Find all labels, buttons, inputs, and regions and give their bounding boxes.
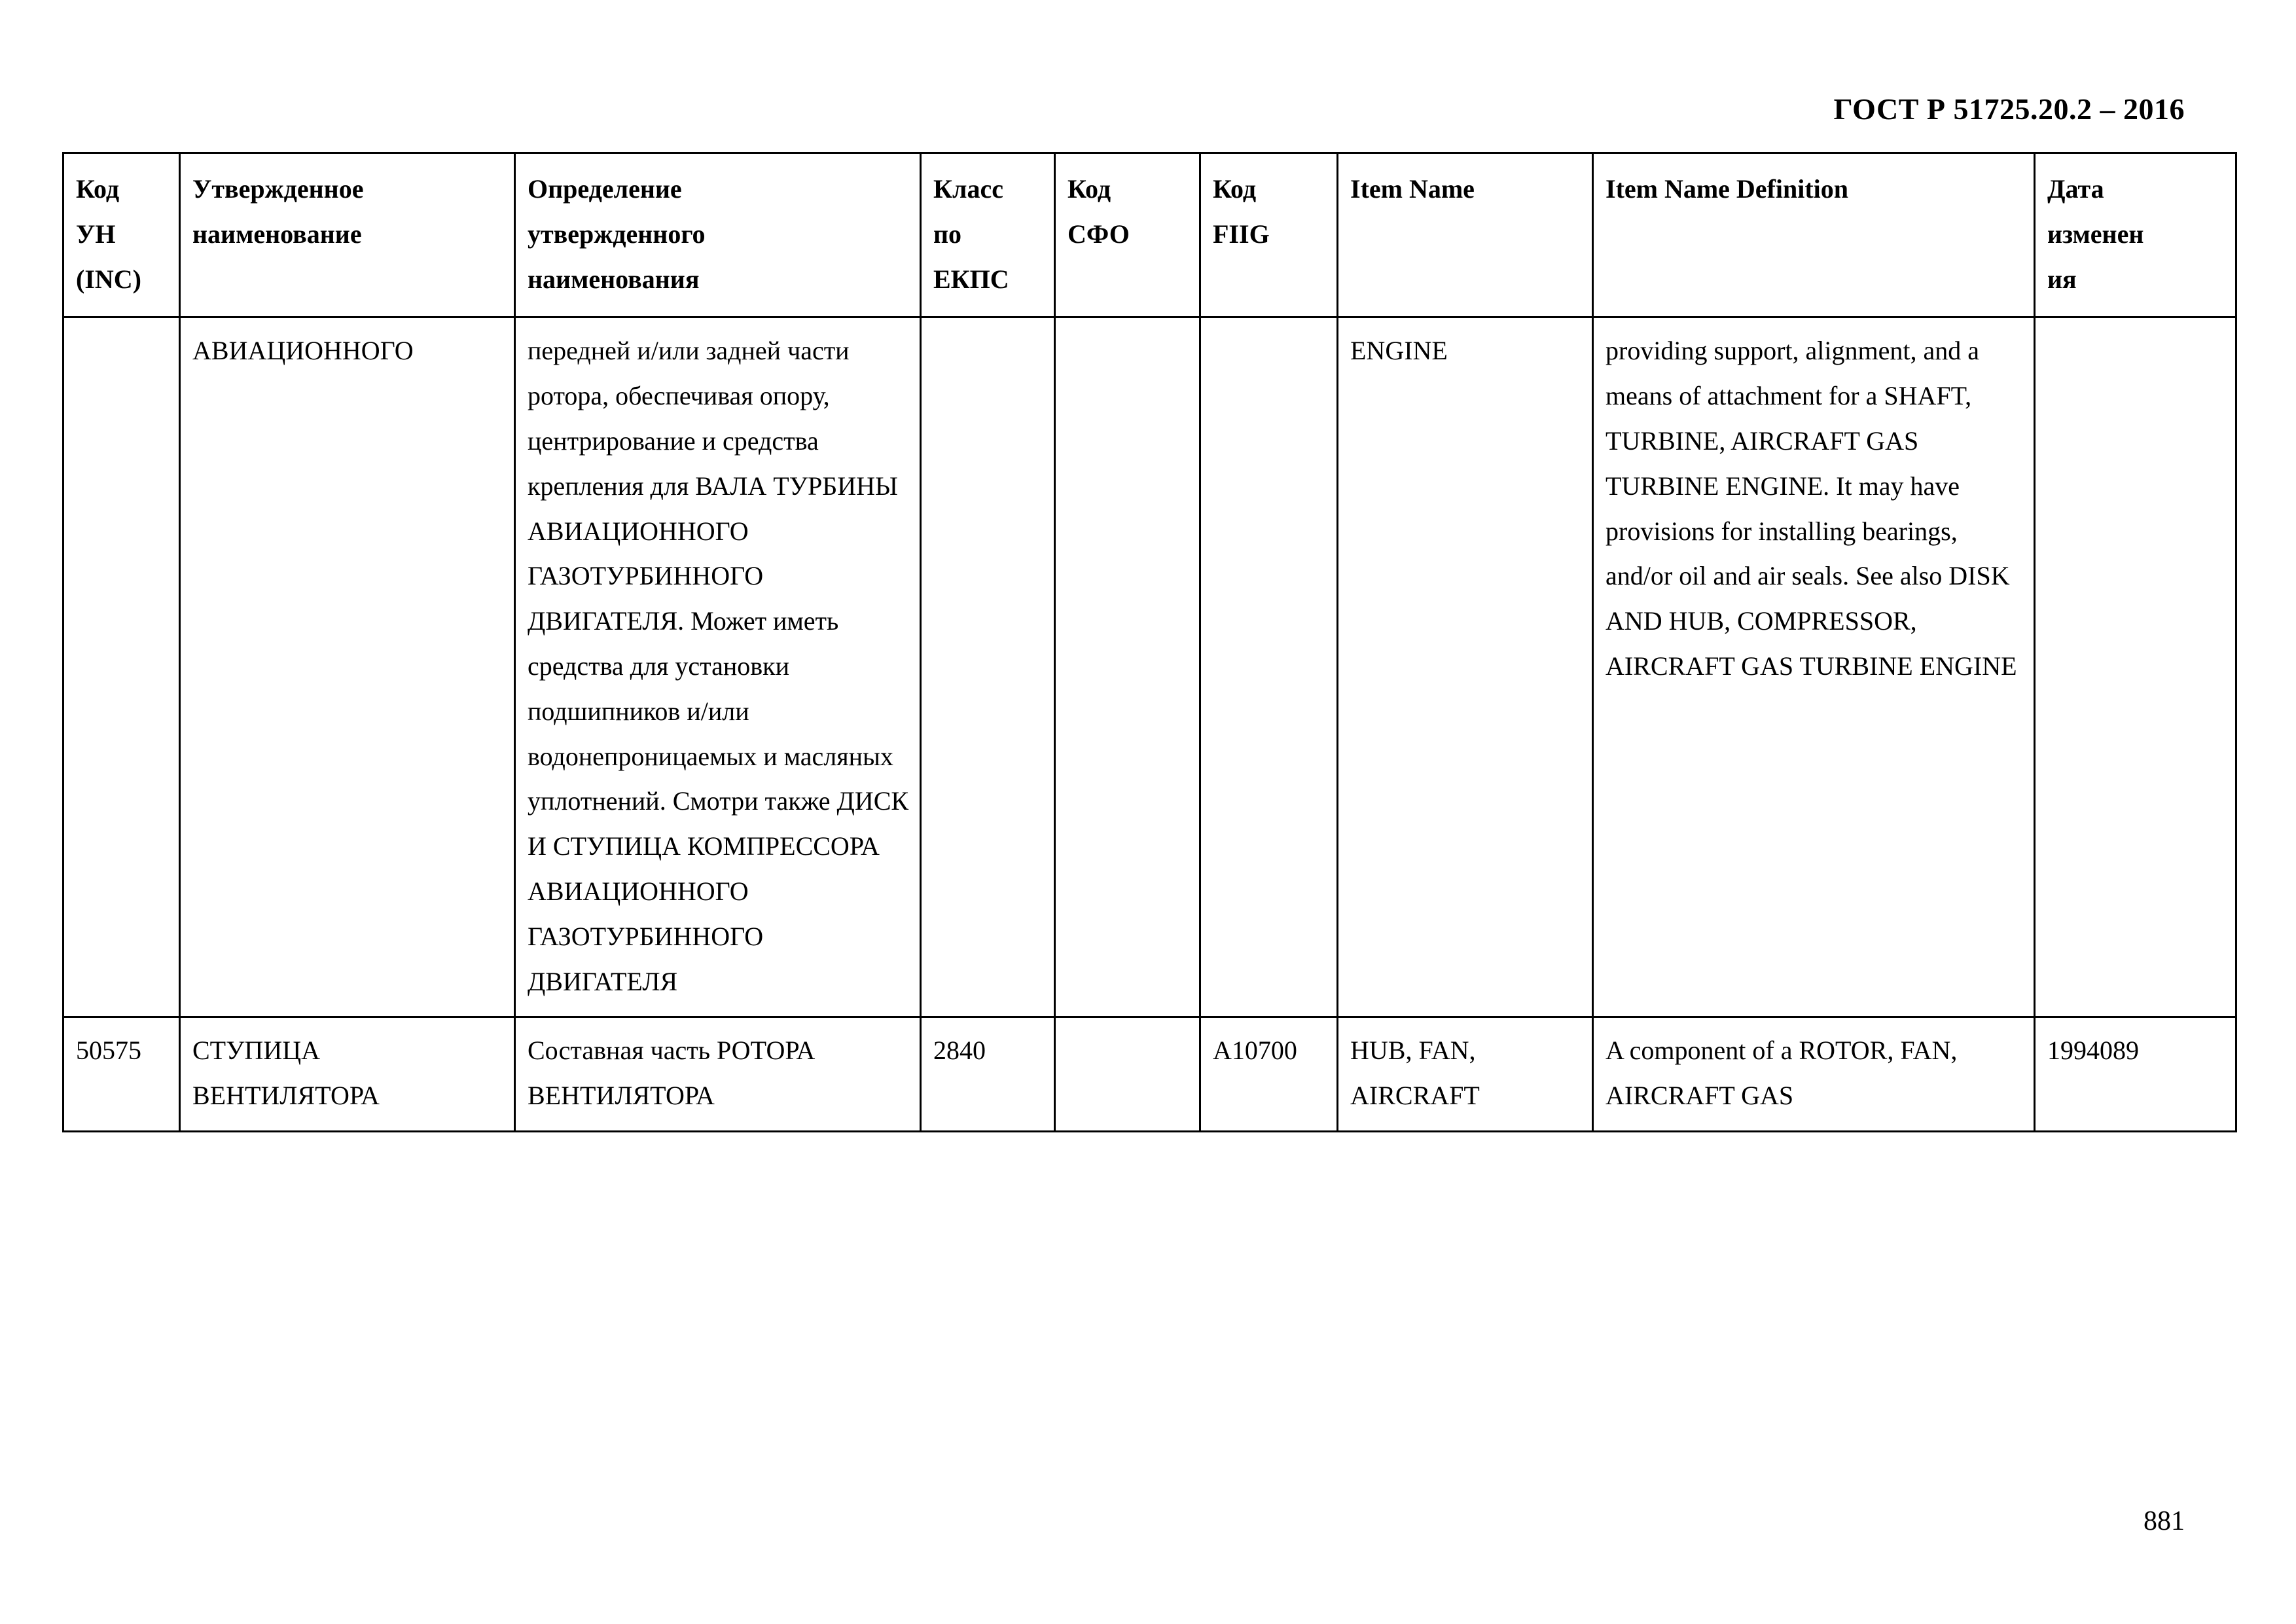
column-header-definition-line-3: наименования [528, 264, 700, 294]
table-row [63, 317, 2236, 1017]
column-header-inc-line-1: Код [76, 174, 120, 204]
column-header-inc-line-2: УН [76, 219, 116, 249]
column-header-ekps [921, 153, 1055, 317]
cell-fiig: A10700 [1200, 1017, 1338, 1132]
cell-item-name-definition: providing support, alignment, and a means of attachment for a SHAFT, TURBINE, AIRCRAFT GAS TURBINE ENGINE. It may have provisions for installing bearings, and/or oil and air seals. See also DISK AND HUB, COMPRESSOR, AIRCRAFT GAS TURBINE ENGINE [1593, 317, 2035, 1017]
cell-definition: Составная часть РОТОРА ВЕНТИЛЯТОРА [515, 1017, 921, 1132]
cell-ekps: 2840 [921, 1017, 1055, 1132]
column-header-definition-line-1: Определение [528, 174, 682, 204]
cell-approved-name: СТУПИЦА ВЕНТИЛЯТОРА [180, 1017, 515, 1132]
column-header-definition [515, 153, 921, 317]
cell-sfo [1055, 317, 1200, 1017]
cell-sfo [1055, 1017, 1200, 1132]
cell-change-date: 1994089 [2035, 1017, 2236, 1132]
column-header-change-date-line-3: ия [2047, 264, 2077, 294]
cell-inc: 50575 [63, 1017, 180, 1132]
column-header-fiig-line-2: FIIG [1213, 219, 1270, 249]
column-header-change-date-line-2: изменен [2047, 219, 2144, 249]
column-header-ekps-line-3: ЕКПС [933, 264, 1009, 294]
cell-definition: передней и/или задней части ротора, обеспечивая опору, центрирование и средства крепления для ВАЛА ТУРБИНЫ АВИАЦИОННОГО ГАЗОТУРБИННОГО ДВИГАТЕЛЯ. Может иметь средства для установки подшипников и/или водонепроницаемых и масляных уплотнений. Смотри также ДИСК И СТУПИЦА КОМПРЕССОРА АВИАЦИОННОГО ГАЗОТУРБИННОГО ДВИГАТЕЛЯ [515, 317, 921, 1017]
column-header-fiig-line-1: Код [1213, 174, 1257, 204]
column-header-item-name-definition-line-1: Item Name Definition [1605, 174, 1849, 204]
table-header-row [63, 153, 2236, 317]
cell-fiig [1200, 317, 1338, 1017]
column-header-sfo [1055, 153, 1200, 317]
column-header-sfo-line-1: Код [1067, 174, 1111, 204]
table-row [63, 1017, 2236, 1132]
column-header-inc [63, 153, 180, 317]
cell-inc [63, 317, 180, 1017]
column-header-inc-line-3: (INC) [76, 264, 141, 294]
column-header-approved-name [180, 153, 515, 317]
column-header-item-name-definition [1593, 153, 2035, 317]
column-header-sfo-line-2: СФО [1067, 219, 1130, 249]
cell-ekps [921, 317, 1055, 1017]
column-header-item-name-line-1: Item Name [1350, 174, 1475, 204]
page-title: ГОСТ Р 51725.20.2 – 2016 [1833, 92, 2185, 126]
column-header-item-name [1338, 153, 1593, 317]
column-header-ekps-line-2: по [933, 219, 962, 249]
column-header-fiig [1200, 153, 1338, 317]
column-header-definition-line-2: утвержденного [528, 219, 706, 249]
column-header-approved-name-line-1: Утвержденное [192, 174, 364, 204]
column-header-approved-name-line-2: наименование [192, 219, 362, 249]
cell-item-name-definition: A component of a ROTOR, FAN, AIRCRAFT GAS [1593, 1017, 2035, 1132]
cell-item-name: HUB, FAN, AIRCRAFT [1338, 1017, 1593, 1132]
page-number: 881 [2144, 1506, 2185, 1536]
cell-item-name: ENGINE [1338, 317, 1593, 1017]
cell-approved-name: АВИАЦИОННОГО [180, 317, 515, 1017]
column-header-ekps-line-1: Класс [933, 174, 1003, 204]
inc-catalog-table [62, 152, 2237, 1132]
column-header-change-date-line-1: Дата [2047, 174, 2104, 204]
cell-change-date [2035, 317, 2236, 1017]
column-header-change-date [2035, 153, 2236, 317]
